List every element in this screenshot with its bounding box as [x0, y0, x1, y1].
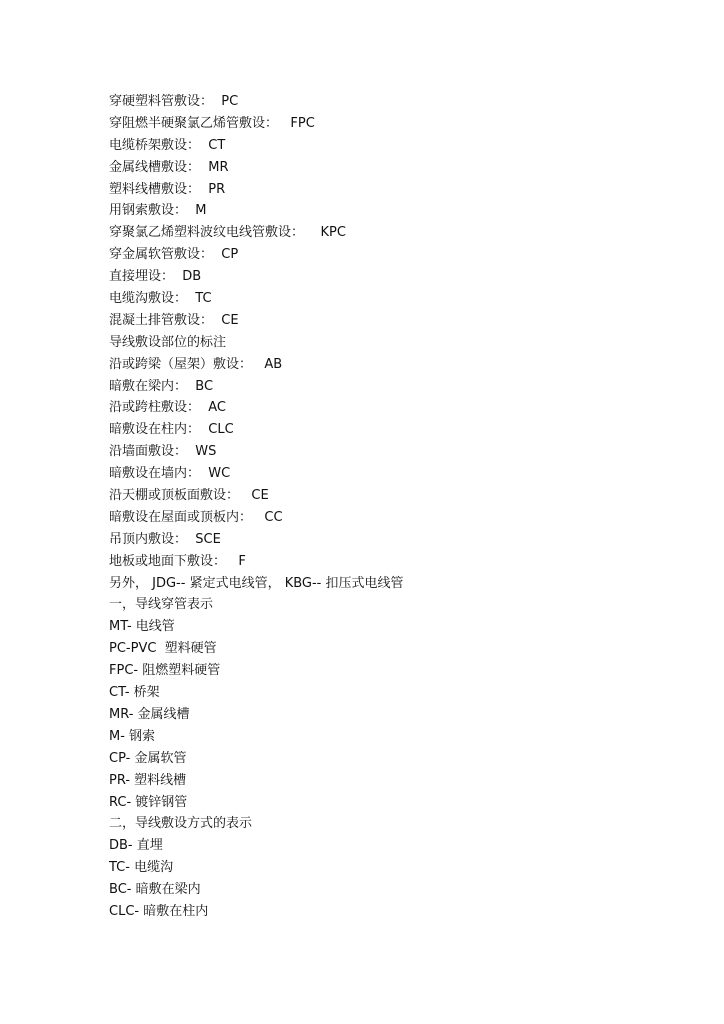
text-line: 穿金属软管敷设： CP	[109, 247, 239, 263]
text-line: 暗敷设在墙内： WC	[109, 466, 231, 482]
text-line: 用钢索敷设： M	[109, 203, 207, 219]
text-line: CP- 金属软管	[109, 750, 187, 766]
text-line: DB- 直埋	[109, 838, 163, 854]
section-heading: 二，导线敷设方式的表示	[109, 816, 253, 832]
text-line: 另外， JDG-- 紧定式电线管， KBG-- 扣压式电线管	[109, 575, 404, 591]
text-line: CLC- 暗敷在柱内	[109, 903, 209, 919]
section-heading: 导线敷设部位的标注	[109, 334, 227, 350]
text-line: 穿阻燃半硬聚氯乙烯管敷设： FPC	[109, 115, 315, 131]
text-line: 地板或地面下敷设： F	[109, 553, 246, 569]
text-line: 金属线槽敷设： MR	[109, 159, 229, 175]
text-line: MT- 电线管	[109, 619, 175, 635]
section-heading: 一，导线穿管表示	[109, 597, 214, 613]
text-line: 暗敷设在柱内： CLC	[109, 422, 234, 438]
document-body	[109, 91, 709, 923]
text-line: CT- 桥架	[109, 685, 160, 701]
text-line: PR- 塑料线槽	[109, 772, 187, 788]
text-line: 暗敷设在屋面或顶板内： CC	[109, 509, 283, 525]
text-line: 沿天棚或顶板面敷设： CE	[109, 488, 269, 504]
text-line: 沿或跨柱敷设： AC	[109, 400, 227, 416]
text-line: PC-PVC 塑料硬管	[109, 641, 217, 657]
text-line: BC- 暗敷在梁内	[109, 882, 201, 898]
text-line: 电缆沟敷设： TC	[109, 291, 212, 307]
text-line: 电缆桥架敷设： CT	[109, 137, 226, 153]
text-line: TC- 电缆沟	[109, 860, 174, 876]
text-line: RC- 镀锌钢管	[109, 794, 188, 810]
text-line: 沿墙面敷设： WS	[109, 444, 217, 460]
text-line: 混凝土排管敷设： CE	[109, 312, 239, 328]
text-line: M- 钢索	[109, 728, 156, 744]
text-line: 穿硬塑料管敷设： PC	[109, 94, 239, 109]
text-line: 沿或跨梁（屋架）敷设： AB	[109, 356, 283, 372]
text-line: 塑料线槽敷设： PR	[109, 181, 226, 197]
text-line: 暗敷在梁内： BC	[109, 378, 214, 394]
text-line: 穿聚氯乙烯塑料波纹电线管敷设： KPC	[109, 225, 346, 241]
text-line: 吊顶内敷设： SCE	[109, 531, 221, 547]
text-line: FPC- 阻燃塑料硬管	[109, 663, 221, 679]
text-line: MR- 金属线槽	[109, 706, 190, 722]
text-line: 直接埋设： DB	[109, 269, 202, 285]
